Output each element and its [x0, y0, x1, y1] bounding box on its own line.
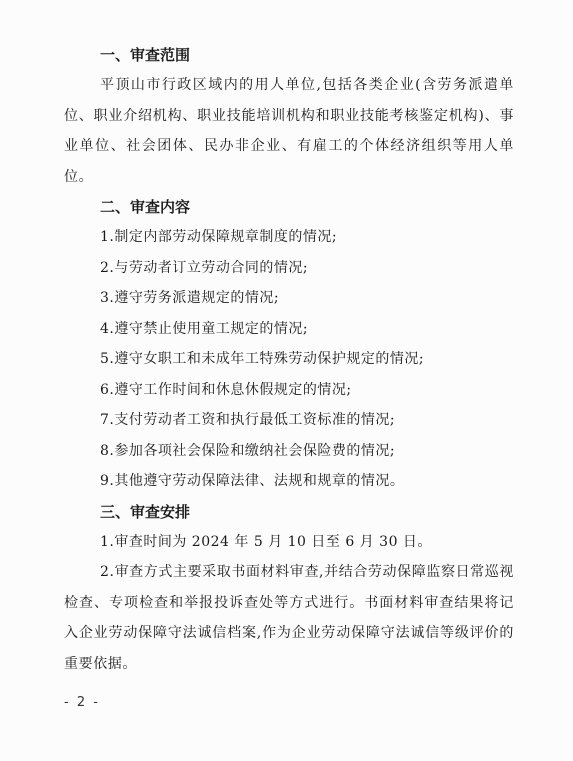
content-item: 4.遵守禁止使用童工规定的情况; — [100, 320, 309, 337]
content-item: 7.支付劳动者工资和执行最低工资标准的情况; — [100, 412, 396, 428]
section-heading-arrangement: 三、审查安排 — [100, 502, 191, 521]
content-item: 8.参加各项社会保险和缴纳社会保险费的情况; — [100, 442, 396, 459]
content-item: 6.遵守工作时间和休息休假规定的情况; — [100, 381, 352, 398]
content-item: 3.遵守劳务派遣规定的情况; — [100, 290, 280, 306]
content-item: 9.其他遵守劳动保障法律、法规和规章的情况。 — [100, 473, 405, 489]
content-item: 1.制定内部劳动保障规章制度的情况; — [100, 229, 338, 245]
document-body — [64, 40, 514, 679]
arrangement-paragraph: 2.审查方式主要采取书面材料审查,并结合劳动保障监察日常巡视检查、专项检查和举报投诉查处等方式进行。书面材料审查结果将记入企业劳动保障守法诚信档案,作为企业劳动保障守法诚信等级评价的重要依据。 — [64, 564, 514, 672]
arrangement-item: 1.审查时间为 2024 年 5 月 10 日至 6 月 30 日。 — [100, 533, 432, 550]
content-item: 2.与劳动者订立劳动合同的情况; — [100, 259, 309, 276]
section-heading-scope: 一、审查范围 — [100, 46, 191, 64]
section-heading-content: 二、审查内容 — [100, 198, 191, 216]
scope-paragraph: 平顶山市行政区域内的用人单位,包括各类企业(含劳务派遣单位、职业介绍机构、职业技能培训机构和职业技能考核鉴定机构)、事业单位、社会团体、民办非企业、有雇工的个体经济组织等用人单位。 — [64, 77, 514, 185]
page-number: - 2 - — [64, 695, 100, 710]
content-item: 5.遵守女职工和未成年工特殊劳动保护规定的情况; — [100, 351, 425, 367]
